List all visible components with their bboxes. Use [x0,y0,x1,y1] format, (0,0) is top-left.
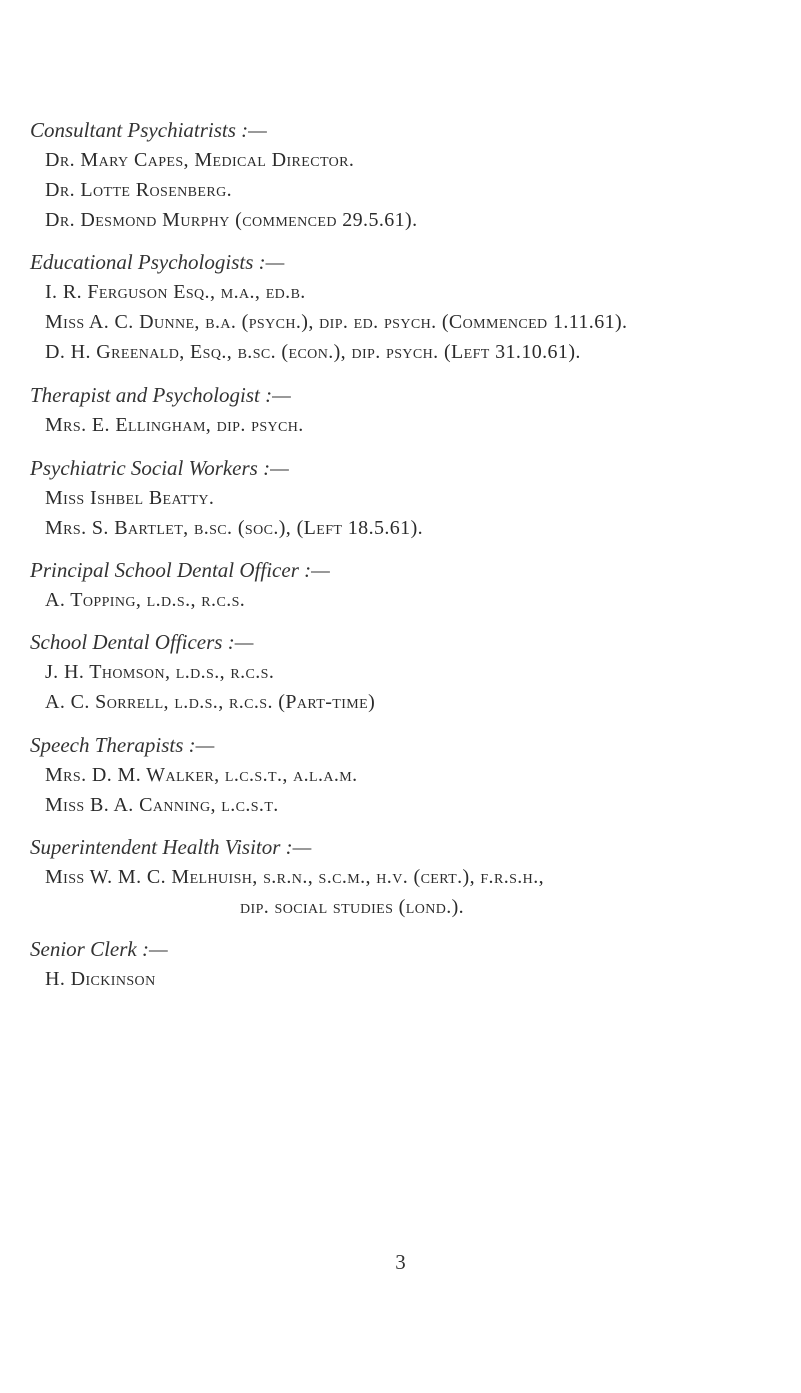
section-heading: Consultant Psychiatrists :— [30,118,267,142]
section-heading: Therapist and Psychologist :— [30,383,291,407]
staff-entry: J. H. Thomson, l.d.s., r.c.s. [45,661,275,683]
section-heading: Superintendent Health Visitor :— [30,835,312,859]
section-therapist-psychologist [30,380,790,440]
section-consultant-psychiatrists [30,115,790,235]
staff-entry: A. Topping, l.d.s., r.c.s. [45,589,246,611]
page-number: 3 [395,1250,406,1274]
staff-entry: Mrs. S. Bartlet, b.sc. (soc.), (Left 18.5.61). [45,517,424,539]
section-heading: Psychiatric Social Workers :— [30,456,289,480]
section-heading: Senior Clerk :— [30,937,168,961]
section-heading: School Dental Officers :— [30,630,254,654]
staff-entry: Mrs. D. M. Walker, l.c.s.t., a.l.a.m. [45,764,358,786]
section-heading: Speech Therapists :— [30,733,215,757]
staff-entry-continuation: dip. social studies (lond.). [240,896,465,918]
staff-entry: Dr. Desmond Murphy (commenced 29.5.61). [45,209,418,231]
section-school-dental-officers [30,627,790,717]
section-senior-clerk [30,934,790,994]
section-superintendent-health-visitor [30,832,790,922]
staff-entry: H. Dickinson [45,968,156,990]
staff-entry: Dr. Mary Capes, Medical Director. [45,149,355,171]
staff-entry: Miss B. A. Canning, l.c.s.t. [45,794,279,816]
staff-entry: Mrs. E. Ellingham, dip. psych. [45,414,304,436]
staff-entry: Miss W. M. C. Melhuish, s.r.n., s.c.m., h.v. (cert.), f.r.s.h., [45,866,544,888]
section-heading: Educational Psychologists :— [30,250,285,274]
section-principal-school-dental-officer [30,555,790,615]
section-heading: Principal School Dental Officer :— [30,558,330,582]
section-psychiatric-social-workers [30,453,790,543]
section-educational-psychologists [30,247,790,367]
staff-entry: Miss A. C. Dunne, b.a. (psych.), dip. ed. psych. (Commenced 1.11.61). [45,311,628,333]
staff-entry: D. H. Greenald, Esq., b.sc. (econ.), dip. psych. (Left 31.10.61). [45,341,581,363]
staff-entry: Dr. Lotte Rosenberg. [45,179,232,201]
section-speech-therapists [30,730,790,820]
staff-entry: A. C. Sorrell, l.d.s., r.c.s. (Part-time) [45,691,376,713]
staff-entry: I. R. Ferguson Esq., m.a., ed.b. [45,281,306,303]
staff-entry: Miss Ishbel Beatty. [45,487,215,509]
